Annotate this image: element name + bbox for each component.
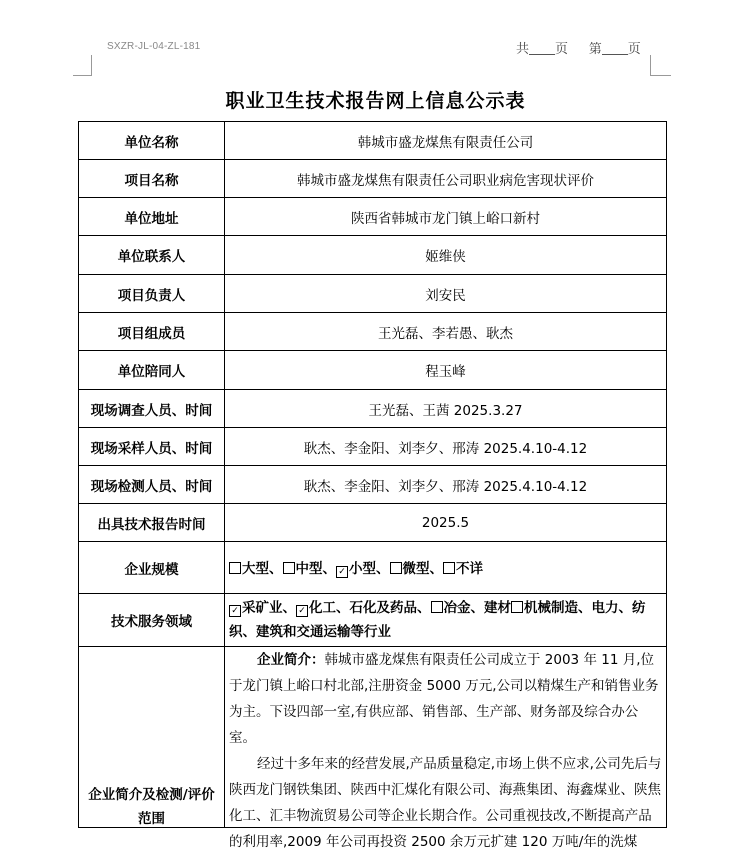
field-option-label: 机械制造、电力、纺 <box>524 600 646 616</box>
scale-option-label: 大型 <box>242 561 269 577</box>
table-row <box>79 160 667 198</box>
row-value: 韩城市盛龙煤焦有限责任公司 <box>225 122 667 160</box>
row-value: 韩城市盛龙煤焦有限责任公司职业病危害现状评价 <box>225 160 667 198</box>
scale-option-label: 小型 <box>349 561 376 577</box>
row-label: 现场采样人员、时间 <box>79 428 225 466</box>
scale-label: 企业规模 <box>79 542 225 594</box>
page-title: 职业卫生技术报告网上信息公示表 <box>225 90 526 112</box>
pages-current-prefix: 第 <box>588 42 602 57</box>
scale-option-label: 微型 <box>402 561 430 577</box>
row-label: 单位地址 <box>79 198 225 236</box>
checked-checkbox-icon: ✓ <box>336 566 348 578</box>
checked-checkbox-icon: ✓ <box>229 605 241 617</box>
summary-lead: 企业简介： <box>257 652 325 668</box>
row-value: 王光磊、李若愚、耿杰 <box>225 313 667 351</box>
row-label: 项目名称 <box>79 160 225 198</box>
checkbox-icon <box>511 601 523 613</box>
crop-mark-top-right <box>650 55 671 76</box>
table-row <box>79 351 667 390</box>
pages-total-blank <box>529 41 555 55</box>
row-label: 现场检测人员、时间 <box>79 466 225 504</box>
field-label: 技术服务领域 <box>79 594 225 647</box>
table-row <box>79 122 667 160</box>
summary-paragraph <box>229 647 662 751</box>
pages-total-suffix: 页 <box>555 42 569 57</box>
field-option-label: 采矿业、 <box>242 600 296 616</box>
table-row <box>79 275 667 313</box>
field-row <box>79 594 667 647</box>
summary-content <box>225 647 667 850</box>
row-label: 项目负责人 <box>79 275 225 313</box>
pages-total-prefix: 共 <box>516 42 530 57</box>
row-label: 出具技术报告时间 <box>79 504 225 542</box>
row-label: 项目组成员 <box>79 313 225 351</box>
table-row <box>79 313 667 351</box>
checked-checkbox-icon: ✓ <box>296 605 308 617</box>
field-option-label: 织、建筑和交通运输等行业 <box>229 624 391 640</box>
scale-row <box>79 542 667 594</box>
table-row <box>79 390 667 428</box>
summary-label: 企业简介及检测/评价范围 <box>88 787 215 827</box>
scale-option-label: 中型 <box>295 561 323 577</box>
table-row <box>79 198 667 236</box>
row-value: 刘安民 <box>225 275 667 313</box>
table-row <box>79 466 667 504</box>
summary-row <box>79 647 667 828</box>
checkbox-icon <box>431 601 443 613</box>
row-label: 单位名称 <box>79 122 225 160</box>
checkbox-icon <box>443 562 455 574</box>
pages-current-blank <box>602 41 628 55</box>
row-value: 王光磊、王茜 2025.3.27 <box>225 390 667 428</box>
crop-mark-top-left <box>73 55 92 76</box>
scale-options: 大型、 中型、 ✓ 小型、 微型、 不详 <box>225 542 667 594</box>
row-label: 单位联系人 <box>79 236 225 275</box>
table-row <box>79 428 667 466</box>
page-counter <box>516 38 641 57</box>
field-options <box>225 594 667 647</box>
pages-current-suffix: 页 <box>627 42 641 57</box>
table-row <box>79 236 667 275</box>
row-value: 耿杰、李金阳、刘李夕、邢涛 2025.4.10-4.12 <box>225 428 667 466</box>
table-row <box>79 504 667 542</box>
checkbox-icon <box>390 562 402 574</box>
info-table <box>78 121 667 850</box>
field-option-label: 冶金、建材 <box>443 600 511 616</box>
row-label: 单位陪同人 <box>79 351 225 390</box>
field-option-label: 化工、石化及药品、 <box>309 600 431 616</box>
checkbox-icon <box>229 562 241 574</box>
row-label: 现场调查人员、时间 <box>79 390 225 428</box>
summary-paragraph: 经过十多年来的经营发展,产品质量稳定,市场上供不应求,公司先后与陕西龙门钢铁集团、陕西中汇煤化有限公司、海燕集团、海鑫煤业、陕焦化工、汇丰物流贸易公司等企业长期合作。公司重视技改,不断提高产品的利用率,2009 年公司再投资 2500 余万元扩建 120 万吨/年的洗煤 <box>229 756 662 850</box>
summary-text: 韩城市盛龙煤焦有限责任公司成立于 2003 年 11 月,位于龙门镇上峪口村北部,注册资金 5000 万元,公司以精煤生产和销售业务为主。下设四部一室,有供应部、销售部、生产部、财务部及综合办公室。 <box>229 652 659 746</box>
row-value: 耿杰、李金阳、刘李夕、邢涛 2025.4.10-4.12 <box>225 466 667 504</box>
scale-option-label: 不详 <box>456 561 483 577</box>
checkbox-icon <box>283 562 295 574</box>
summary-label-cell <box>79 647 225 828</box>
row-value: 姬维侠 <box>225 236 667 275</box>
row-value: 程玉峰 <box>225 351 667 390</box>
row-value: 2025.5 <box>225 504 667 542</box>
row-value: 陕西省韩城市龙门镇上峪口新村 <box>225 198 667 236</box>
document-number: SXZR-JL-04-ZL-181 <box>107 41 201 52</box>
